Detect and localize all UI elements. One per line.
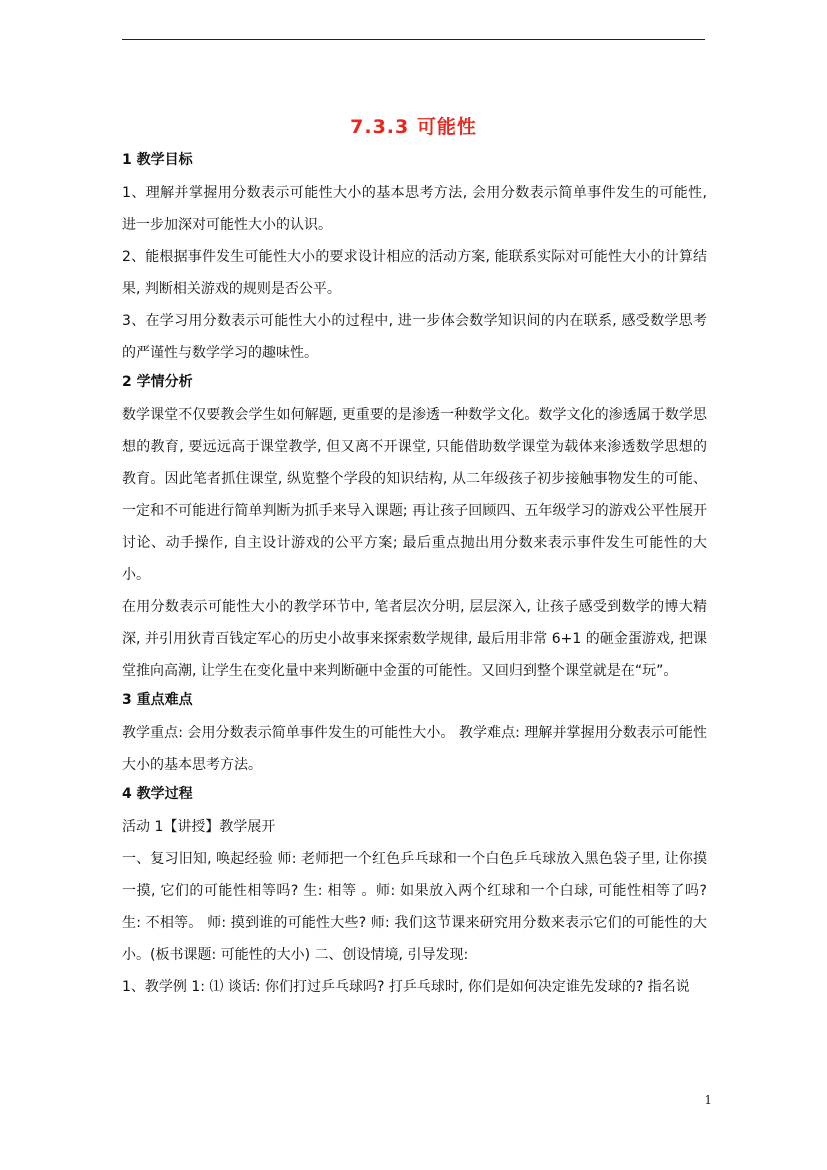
goals-paragraph-1: 1、理解并掌握用分数表示可能性大小的基本思考方法, 会用分数表示简单事件发生的可能性, 进一步加深对可能性大小的认识。 <box>122 185 707 233</box>
process-paragraph-2: 1、教学例 1: ⑴ 谈话: 你们打过乒乓球吗? 打乒乓球时, 你们是如何决定谁先发球的? 指名说 <box>122 979 690 995</box>
section-heading-goals: 1 教学目标 <box>122 152 193 168</box>
analysis-paragraph-1: 数学课堂不仅要教会学生如何解题, 更重要的是渗透一种数学文化。数学文化的渗透属于数学思想的教育, 要远远高于课堂教学, 但又离不开课堂, 只能借助数学课堂为载体来渗透数学思想的教育。因此笔者抓住课堂, 纵览整个学段的知识结构, 从二年级孩子初步接触事物发生的可能、一定和不可能进行简单判断为抓手来导入课题; 再让孩子回顾四、五年级学习的游戏公平性展开讨论、动手操作, 自主设计游戏的公平方案; 最后重点抛出用分数来表示事件发生可能性的大小。 <box>122 407 707 583</box>
analysis-paragraph-2: 在用分数表示可能性大小的教学环节中, 笔者层次分明, 层层深入, 让孩子感受到数学的博大精深, 并引用狄青百钱定军心的历史小故事来探索数学规律, 最后用非常 6+1 的砸金蛋游戏, 把课堂推向高潮, 让学生在变化量中来判断砸中金蛋的可能性。又回归到整个课堂就是在“玩”。 <box>122 599 707 679</box>
process-paragraph-1: 一、复习旧知, 唤起经验 师: 老师把一个红色乒乓球和一个白色乒乓球放入黑色袋子里, 让你摸一摸, 它们的可能性相等吗? 生: 相等 。师: 如果放入两个红球和一个白球, 可能性相等了吗? 生: 不相等。 师: 摸到谁的可能性大些? 师: 我们这节课来研究用分数来表示它们的可能性的大小。(板书课题: 可能性的大小) 二、创设情境, 引导发现: <box>122 851 707 963</box>
document-body <box>122 147 707 1003</box>
section-heading-analysis: 2 学情分析 <box>122 374 193 390</box>
goals-paragraph-3: 3、在学习用分数表示可能性大小的过程中, 进一步体会数学知识间的内在联系, 感受数学思考的严谨性与数学学习的趣味性。 <box>122 313 707 361</box>
process-activity-label: 活动 1【讲授】教学展开 <box>122 819 276 835</box>
section-heading-process: 4 教学过程 <box>122 786 193 802</box>
header-rule <box>122 39 705 40</box>
section-heading-keypoints: 3 重点难点 <box>122 692 193 708</box>
keypoints-paragraph-1: 教学重点: 会用分数表示简单事件发生的可能性大小。 教学难点: 理解并掌握用分数表示可能性大小的基本思考方法。 <box>122 725 707 773</box>
page-number: 1 <box>704 1093 712 1107</box>
goals-paragraph-2: 2、能根据事件发生可能性大小的要求设计相应的活动方案, 能联系实际对可能性大小的计算结果, 判断相关游戏的规则是否公平。 <box>122 249 707 297</box>
document-title: 7.3.3 可能性 <box>350 116 477 138</box>
